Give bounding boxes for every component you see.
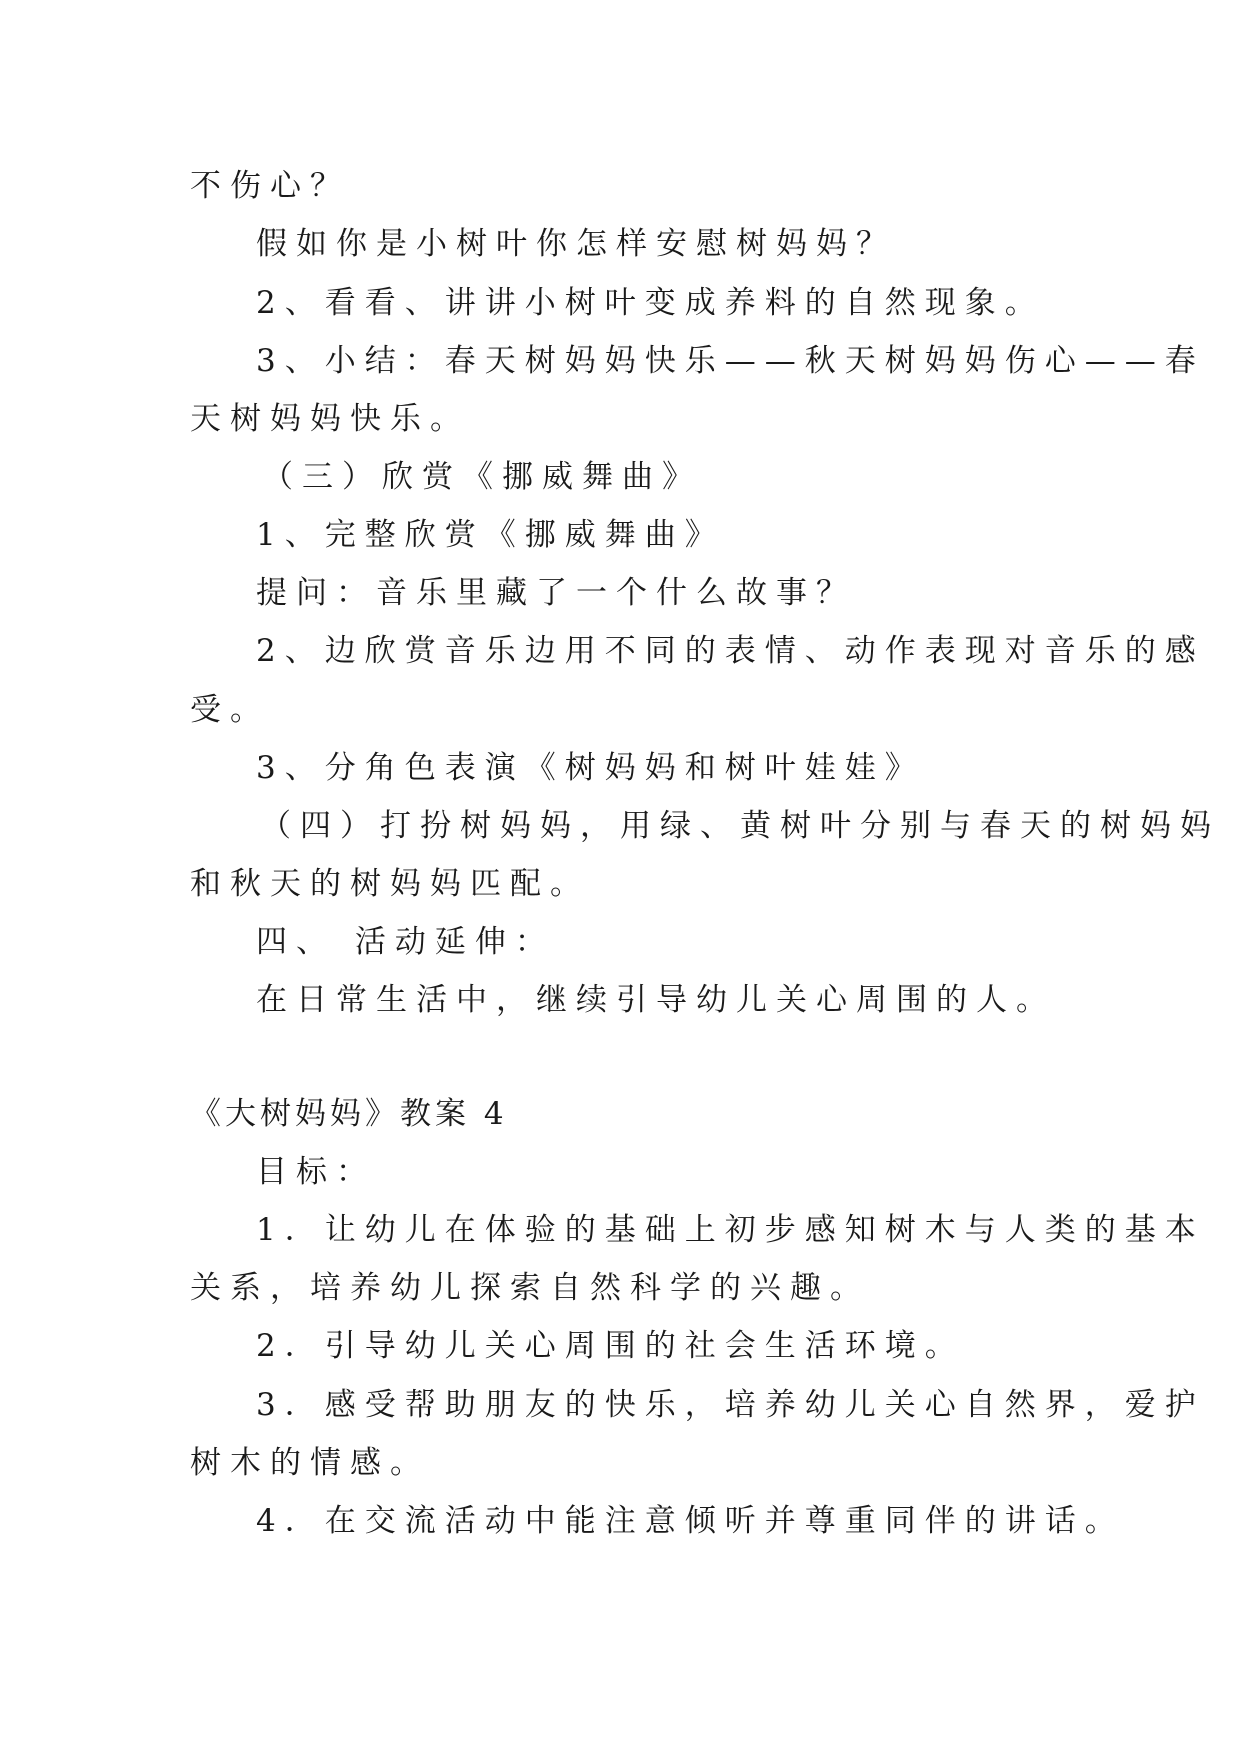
paragraph-line: 天树妈妈快乐。: [190, 401, 470, 437]
paragraph-line: 1、完整欣赏《挪威舞曲》: [256, 517, 725, 553]
paragraph-line: 在日常生活中，继续引导幼儿关心周围的人。: [256, 982, 1056, 1018]
list-item: 1．让幼儿在体验的基础上初步感知树木与人类的基本: [256, 1212, 1205, 1248]
section-heading: （三）欣赏《挪威舞曲》: [262, 459, 702, 495]
paragraph-line: 假如你是小树叶你怎样安慰树妈妈？: [256, 226, 896, 262]
list-item: 3．感受帮助朋友的快乐，培养幼儿关心自然界，爱护: [256, 1387, 1205, 1423]
section-heading: （四）打扮树妈妈，用绿、黄树叶分别与春天的树妈妈: [260, 808, 1220, 844]
paragraph-line: 3、分角色表演《树妈妈和树叶娃娃》: [256, 750, 925, 786]
list-item-continuation: 关系，培养幼儿探索自然科学的兴趣。: [190, 1270, 870, 1306]
list-item: 4．在交流活动中能注意倾听并尊重同伴的讲话。: [256, 1503, 1125, 1539]
paragraph-line: 2、边欣赏音乐边用不同的表情、动作表现对音乐的感: [256, 633, 1205, 669]
document-title: 《大树妈妈》教案 4: [190, 1096, 508, 1132]
section-heading: 目标：: [256, 1154, 376, 1190]
paragraph-line: 3、小结：春天树妈妈快乐——秋天树妈妈伤心——春: [256, 343, 1205, 379]
paragraph-line: 和秋天的树妈妈匹配。: [190, 866, 590, 902]
list-item-continuation: 树木的情感。: [190, 1445, 430, 1481]
paragraph-line: 2、看看、讲讲小树叶变成养料的自然现象。: [256, 285, 1045, 321]
paragraph-line: 提问：音乐里藏了一个什么故事？: [256, 575, 856, 611]
paragraph-line: 不伤心？: [190, 168, 350, 204]
paragraph-line: 受。: [190, 692, 270, 728]
list-item: 2．引导幼儿关心周围的社会生活环境。: [256, 1328, 965, 1364]
section-heading: 四、 活动延伸：: [256, 924, 555, 960]
